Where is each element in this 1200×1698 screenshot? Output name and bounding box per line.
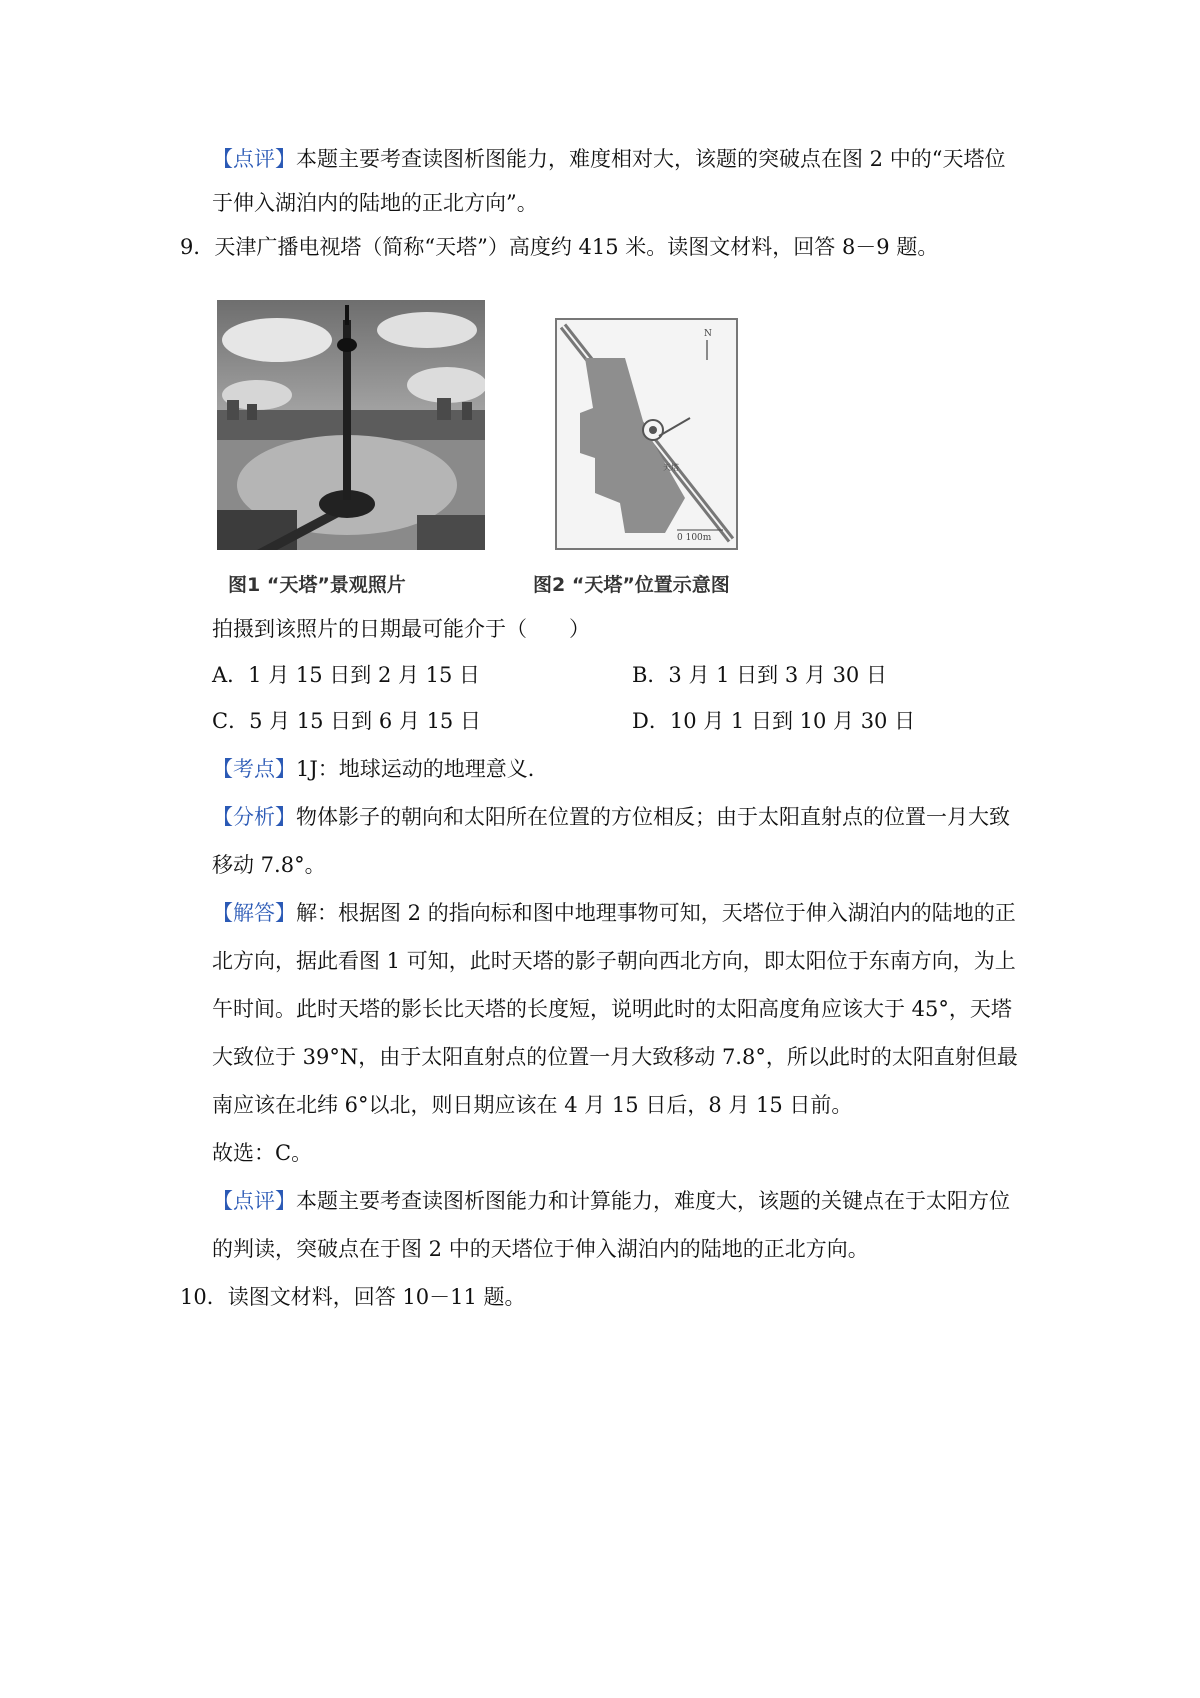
review-line-1 <box>212 144 1005 174</box>
option-a: A．1 月 15 日到 2 月 15 日 <box>212 663 481 687</box>
north-label: N <box>704 329 712 339</box>
question-9-stem: 9．天津广播电视塔（简称“天塔”）高度约 415 米。读图文材料，回答 8－9 题。 <box>180 235 939 259</box>
tower-map-label: 天塔 <box>663 463 679 472</box>
tower-location-map <box>555 318 738 550</box>
dianping-line-2: 的判读，突破点在于图 2 中的天塔位于伸入湖泊内的陆地的正北方向。 <box>212 1237 869 1261</box>
fenxi-line-1 <box>212 802 1010 832</box>
jieda-line-4: 大致位于 39°N，由于太阳直射点的位置一月大致移动 7.8°，所以此时的太阳直射但最 <box>212 1045 1018 1069</box>
jieda-text-1: 解：根据图 2 的指向标和图中地理事物可知，天塔位于伸入湖泊内的陆地的正 <box>296 901 1016 925</box>
fenxi-tag: 【分析】 <box>212 805 296 829</box>
fenxi-line-2: 移动 7.8°。 <box>212 853 326 877</box>
question-10-stem: 10．读图文材料，回答 10－11 题。 <box>180 1285 526 1309</box>
jieda-line-1 <box>212 898 1016 928</box>
review-line-2: 于伸入湖泊内的陆地的正北方向”。 <box>212 191 538 215</box>
answer-line: 故选：C。 <box>212 1141 313 1165</box>
dianping-line-1 <box>212 1186 1010 1216</box>
kaodian-line <box>212 754 549 784</box>
figure-1-caption: 图1 “天塔”景观照片 <box>228 574 406 596</box>
kaodian-text: 1J：地球运动的地理意义． <box>296 757 549 781</box>
jieda-line-5: 南应该在北纬 6°以北，则日期应该在 4 月 15 日后，8 月 15 日前。 <box>212 1093 853 1117</box>
option-d: D．10 月 1 日到 10 月 30 日 <box>632 709 916 733</box>
figure-2-caption: 图2 “天塔”位置示意图 <box>533 574 730 596</box>
scale-bar-label: 0 100m <box>677 533 712 543</box>
jieda-line-2: 北方向，据此看图 1 可知，此时天塔的影子朝向西北方向，即太阳位于东南方向，为上 <box>212 949 1016 973</box>
option-b: B．3 月 1 日到 3 月 30 日 <box>632 663 887 687</box>
option-c: C．5 月 15 日到 6 月 15 日 <box>212 709 481 733</box>
jieda-tag: 【解答】 <box>212 901 296 925</box>
fenxi-text-1: 物体影子的朝向和太阳所在位置的方位相反；由于太阳直射点的位置一月大致 <box>296 805 1010 829</box>
review-tag: 【点评】 <box>212 147 296 171</box>
dianping-text-1: 本题主要考查读图析图能力和计算能力，难度大，该题的关键点在于太阳方位 <box>296 1189 1010 1213</box>
kaodian-tag: 【考点】 <box>212 757 296 781</box>
tower-landscape-photo <box>217 300 485 550</box>
jieda-line-3: 午时间。此时天塔的影长比天塔的长度短，说明此时的太阳高度角应该大于 45°，天塔 <box>212 997 1012 1021</box>
question-9-prompt: 拍摄到该照片的日期最可能介于（ ） <box>212 617 590 641</box>
review-text-1: 本题主要考查读图析图能力，难度相对大，该题的突破点在图 2 中的“天塔位 <box>296 147 1006 171</box>
dianping-tag: 【点评】 <box>212 1189 296 1213</box>
